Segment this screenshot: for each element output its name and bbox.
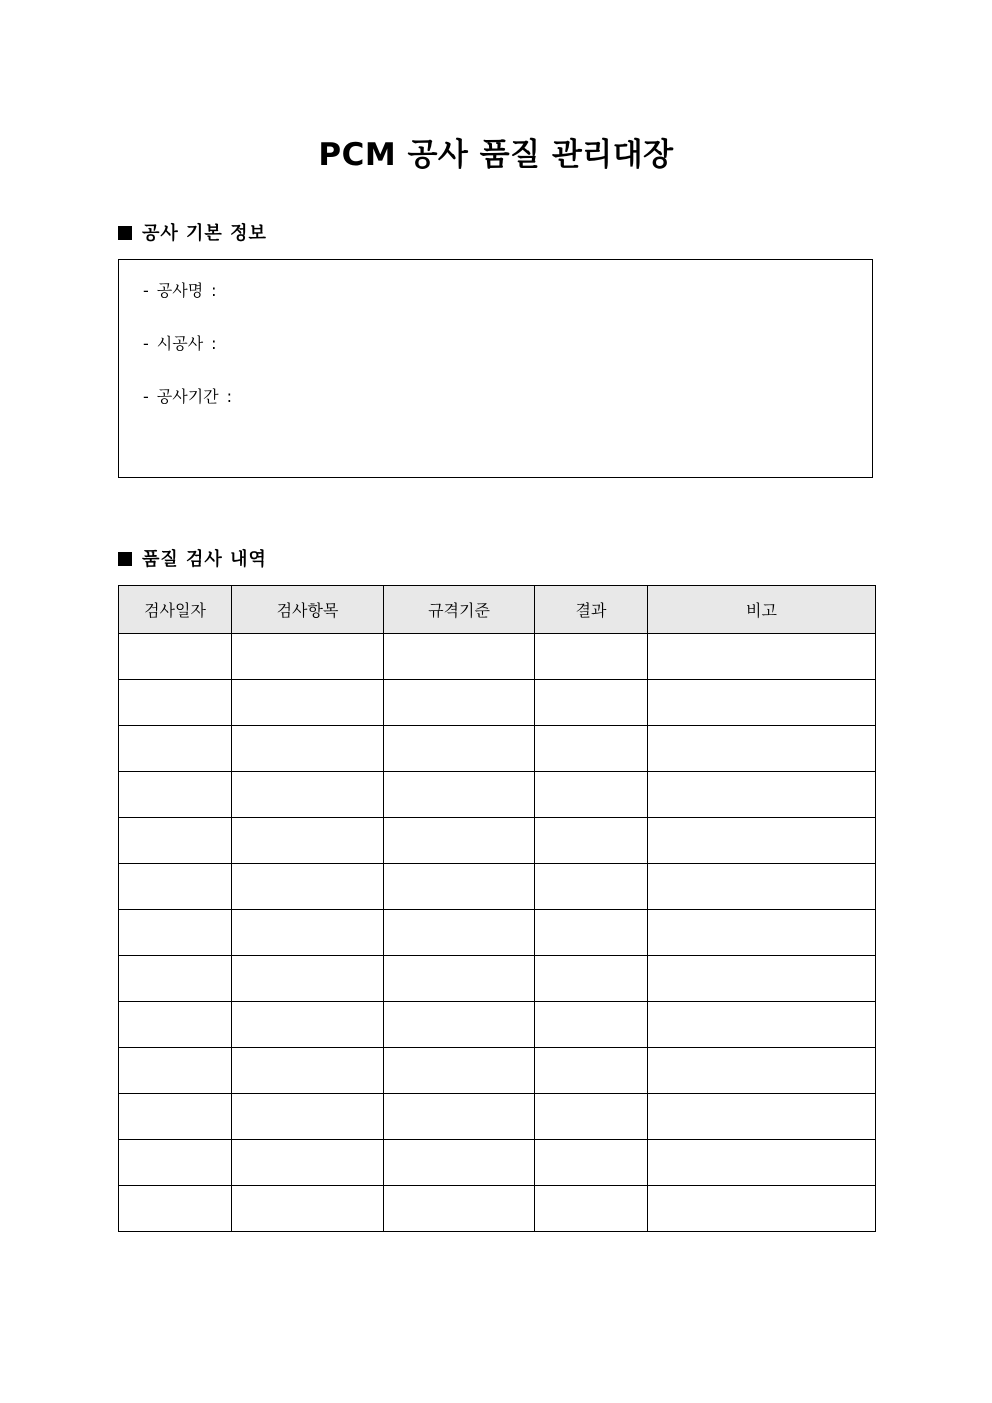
table-header-row: [119, 586, 876, 634]
cell-standard[interactable]: [384, 772, 535, 818]
colon-separator: :: [211, 281, 217, 300]
cell-remarks[interactable]: [648, 1048, 876, 1094]
column-header-result: 결과: [535, 586, 648, 634]
cell-result[interactable]: [535, 818, 648, 864]
cell-inspection-item[interactable]: [232, 864, 384, 910]
cell-standard[interactable]: [384, 1094, 535, 1140]
cell-inspection-item[interactable]: [232, 1048, 384, 1094]
table-row: [119, 1002, 876, 1048]
cell-standard[interactable]: [384, 1002, 535, 1048]
cell-remarks[interactable]: [648, 1094, 876, 1140]
table-row: [119, 1094, 876, 1140]
cell-remarks[interactable]: [648, 726, 876, 772]
cell-inspection-date[interactable]: [119, 818, 232, 864]
cell-remarks[interactable]: [648, 910, 876, 956]
cell-result[interactable]: [535, 1186, 648, 1232]
cell-remarks[interactable]: [648, 634, 876, 680]
cell-inspection-item[interactable]: [232, 772, 384, 818]
cell-result[interactable]: [535, 910, 648, 956]
cell-result[interactable]: [535, 1002, 648, 1048]
cell-remarks[interactable]: [648, 772, 876, 818]
cell-remarks[interactable]: [648, 1140, 876, 1186]
cell-inspection-date[interactable]: [119, 910, 232, 956]
cell-result[interactable]: [535, 864, 648, 910]
table-row: [119, 772, 876, 818]
cell-standard[interactable]: [384, 726, 535, 772]
table-row: [119, 910, 876, 956]
cell-result[interactable]: [535, 1140, 648, 1186]
cell-standard[interactable]: [384, 818, 535, 864]
column-header-inspection-date: 검사일자: [119, 586, 232, 634]
cell-inspection-date[interactable]: [119, 1094, 232, 1140]
cell-inspection-item[interactable]: [232, 634, 384, 680]
square-bullet-icon: [118, 226, 132, 240]
cell-inspection-item[interactable]: [232, 1140, 384, 1186]
section-heading-basic-info: [118, 222, 267, 246]
dash-bullet: -: [143, 334, 149, 353]
cell-inspection-item[interactable]: [232, 818, 384, 864]
cell-inspection-date[interactable]: [119, 772, 232, 818]
column-header-remarks: 비고: [648, 586, 876, 634]
info-field-label: 공사기간: [156, 387, 219, 406]
cell-inspection-date[interactable]: [119, 864, 232, 910]
cell-result[interactable]: [535, 1094, 648, 1140]
info-field-label: 시공사: [156, 334, 204, 353]
cell-result[interactable]: [535, 680, 648, 726]
table-body: [119, 634, 876, 1232]
cell-inspection-item[interactable]: [232, 910, 384, 956]
cell-inspection-date[interactable]: [119, 726, 232, 772]
cell-standard[interactable]: [384, 956, 535, 1002]
table-row: [119, 1186, 876, 1232]
cell-standard[interactable]: [384, 680, 535, 726]
cell-remarks[interactable]: [648, 1186, 876, 1232]
cell-inspection-date[interactable]: [119, 1186, 232, 1232]
cell-inspection-date[interactable]: [119, 1002, 232, 1048]
cell-result[interactable]: [535, 772, 648, 818]
colon-separator: :: [226, 387, 232, 406]
cell-standard[interactable]: [384, 910, 535, 956]
table-row: [119, 956, 876, 1002]
table-row: [119, 864, 876, 910]
table-row: [119, 818, 876, 864]
cell-inspection-item[interactable]: [232, 1094, 384, 1140]
table-row: [119, 1048, 876, 1094]
cell-result[interactable]: [535, 726, 648, 772]
cell-remarks[interactable]: [648, 818, 876, 864]
dash-bullet: -: [143, 281, 149, 300]
inspection-table: [118, 585, 876, 1232]
cell-inspection-item[interactable]: [232, 1186, 384, 1232]
cell-inspection-item[interactable]: [232, 956, 384, 1002]
table-row: [119, 680, 876, 726]
dash-bullet: -: [143, 387, 149, 406]
cell-result[interactable]: [535, 634, 648, 680]
section-heading-inspection: [118, 548, 267, 572]
cell-inspection-date[interactable]: [119, 1140, 232, 1186]
colon-separator: :: [211, 334, 217, 353]
info-field-project-name: [143, 280, 217, 302]
cell-result[interactable]: [535, 1048, 648, 1094]
cell-standard[interactable]: [384, 864, 535, 910]
section-heading-label: 품질 검사 내역: [142, 549, 267, 570]
cell-inspection-date[interactable]: [119, 634, 232, 680]
cell-inspection-item[interactable]: [232, 1002, 384, 1048]
cell-inspection-item[interactable]: [232, 726, 384, 772]
table-row: [119, 634, 876, 680]
cell-inspection-date[interactable]: [119, 956, 232, 1002]
table-row: [119, 1140, 876, 1186]
cell-standard[interactable]: [384, 1186, 535, 1232]
column-header-inspection-item: 검사항목: [232, 586, 384, 634]
column-header-standard: 규격기준: [384, 586, 535, 634]
cell-result[interactable]: [535, 956, 648, 1002]
cell-remarks[interactable]: [648, 864, 876, 910]
cell-remarks[interactable]: [648, 956, 876, 1002]
cell-inspection-item[interactable]: [232, 680, 384, 726]
section-heading-label: 공사 기본 정보: [142, 223, 267, 244]
cell-standard[interactable]: [384, 1140, 535, 1186]
basic-info-box: [118, 259, 873, 478]
cell-inspection-date[interactable]: [119, 1048, 232, 1094]
cell-remarks[interactable]: [648, 1002, 876, 1048]
table-row: [119, 726, 876, 772]
cell-remarks[interactable]: [648, 680, 876, 726]
cell-standard[interactable]: [384, 634, 535, 680]
page-title: PCM 공사 품질 관리대장: [318, 137, 674, 173]
cell-inspection-date[interactable]: [119, 680, 232, 726]
square-bullet-icon: [118, 552, 132, 566]
info-field-contractor: [143, 333, 217, 355]
info-field-period: [143, 386, 232, 408]
info-field-label: 공사명: [156, 281, 204, 300]
cell-standard[interactable]: [384, 1048, 535, 1094]
